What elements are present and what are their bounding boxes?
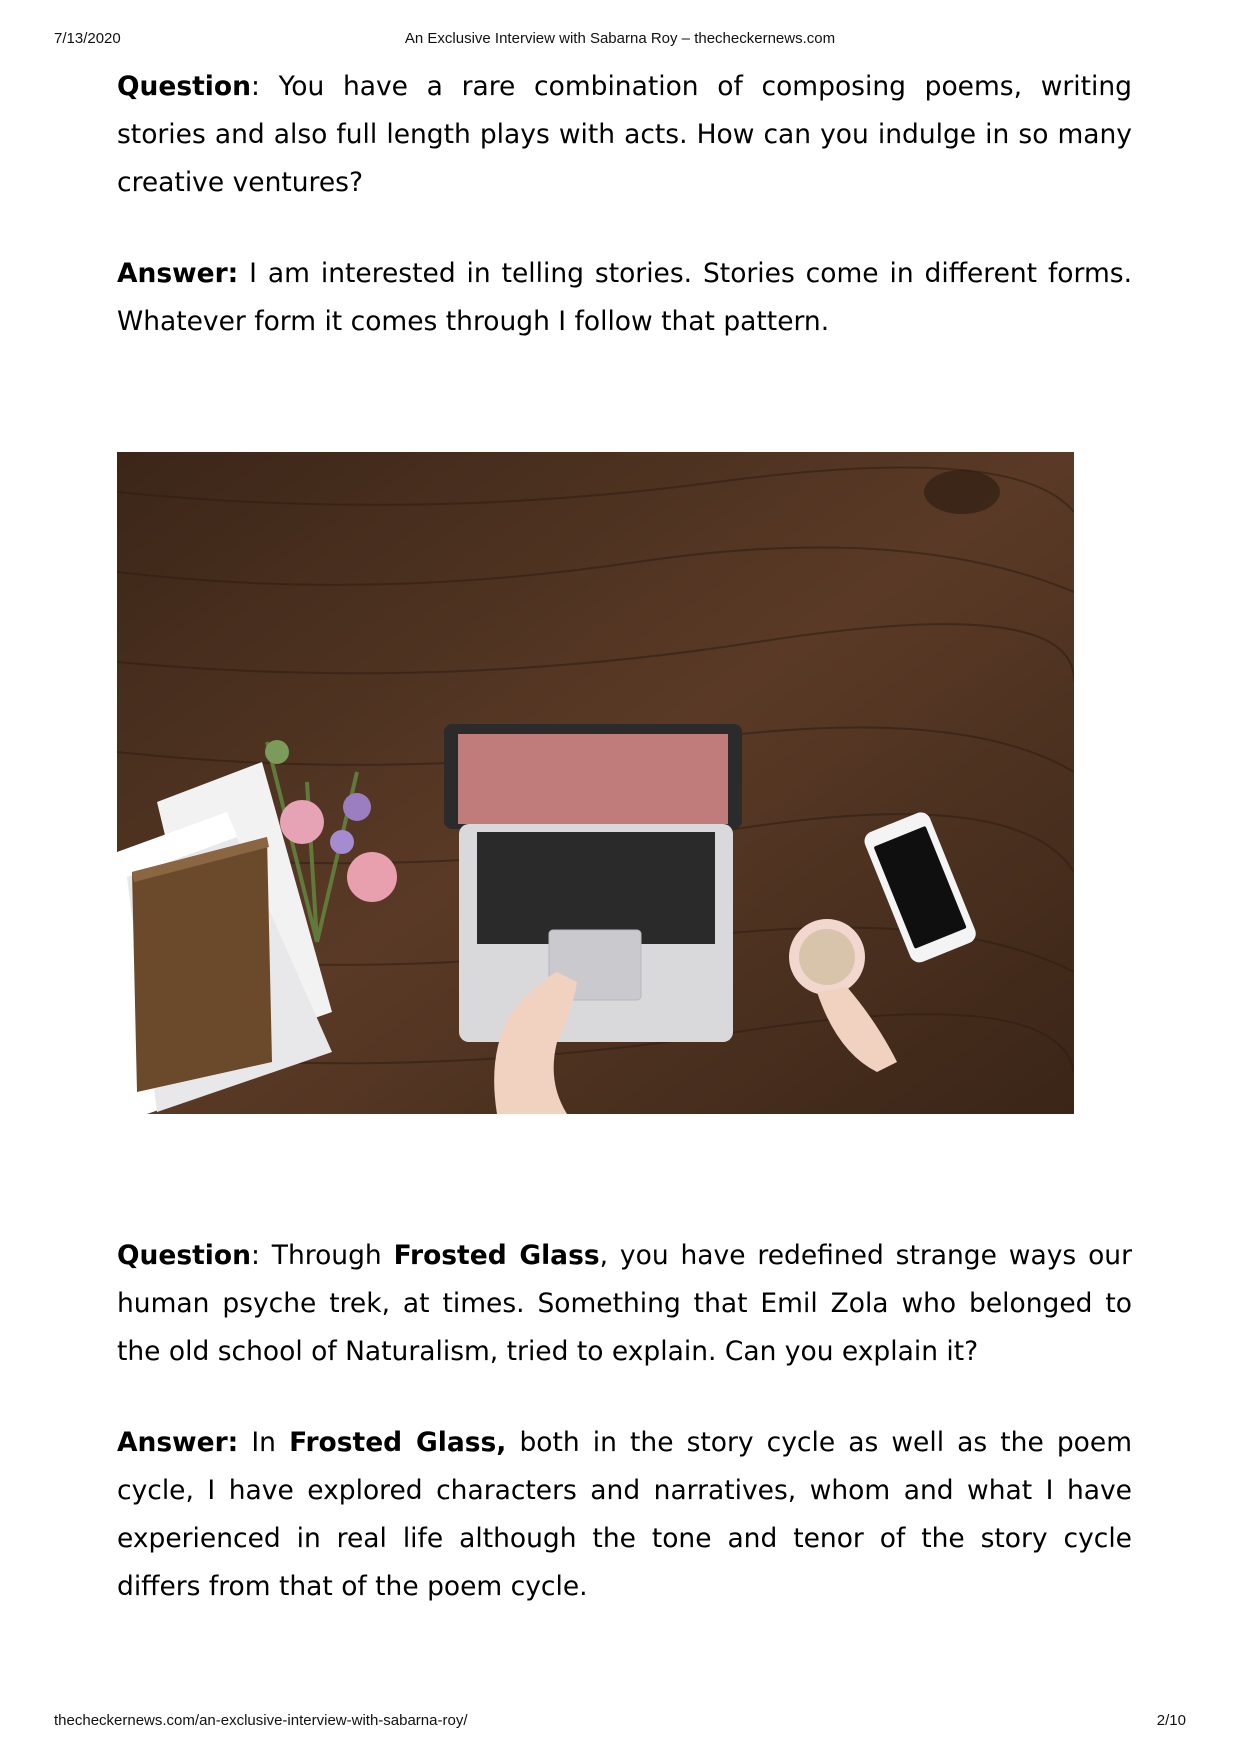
- question-2: [117, 1232, 1132, 1376]
- print-footer: [54, 1712, 1186, 1734]
- question-text: , you have redefined strange ways our human psyche trek, at times. Something that Emil Zola who belonged to the old school of Naturalism, tried to explain. Can you explain it?: [117, 1240, 1132, 1367]
- laptop: [444, 724, 742, 1042]
- page-number: 2/10: [1156, 1712, 1186, 1729]
- page-url: thecheckernews.com/an-exclusive-interview-with-sabarna-roy/: [54, 1712, 468, 1729]
- book-title: Frosted Glass: [393, 1240, 600, 1271]
- question-separator: : Through: [250, 1240, 394, 1271]
- answer-label: Answer:: [117, 1427, 239, 1458]
- question-label: Question: [117, 71, 251, 102]
- question-separator: :: [250, 71, 279, 102]
- question-text: You have a rare combination of composing poems, writing stories and also full length plays with acts. How can you indulge in so many creative ventures?: [117, 71, 1132, 198]
- desk-laptop-photo: [117, 452, 1074, 1114]
- answer-1: [117, 250, 1132, 346]
- answer-text: I am interested in telling stories. Stories come in different forms. Whatever form it comes through I follow that pattern.: [117, 258, 1132, 337]
- question-label: Question: [117, 1240, 251, 1271]
- answer-text: both in the story cycle as well as the poem cycle, I have explored characters and narratives, whom and what I have experienced in real life although the tone and tenor of the story cycle differs from that of the poem cycle.: [117, 1427, 1133, 1602]
- print-date: 7/13/2020: [54, 30, 121, 47]
- desk-photo-illustration: [117, 452, 1074, 1114]
- print-title: An Exclusive Interview with Sabarna Roy – thecheckernews.com: [404, 30, 836, 47]
- answer-label: Answer:: [117, 258, 239, 289]
- book-title: Frosted Glass,: [289, 1427, 507, 1458]
- answer-prefix: In: [238, 1427, 290, 1458]
- question-1: [117, 63, 1132, 207]
- print-header: [54, 30, 1186, 52]
- answer-2: [117, 1419, 1132, 1611]
